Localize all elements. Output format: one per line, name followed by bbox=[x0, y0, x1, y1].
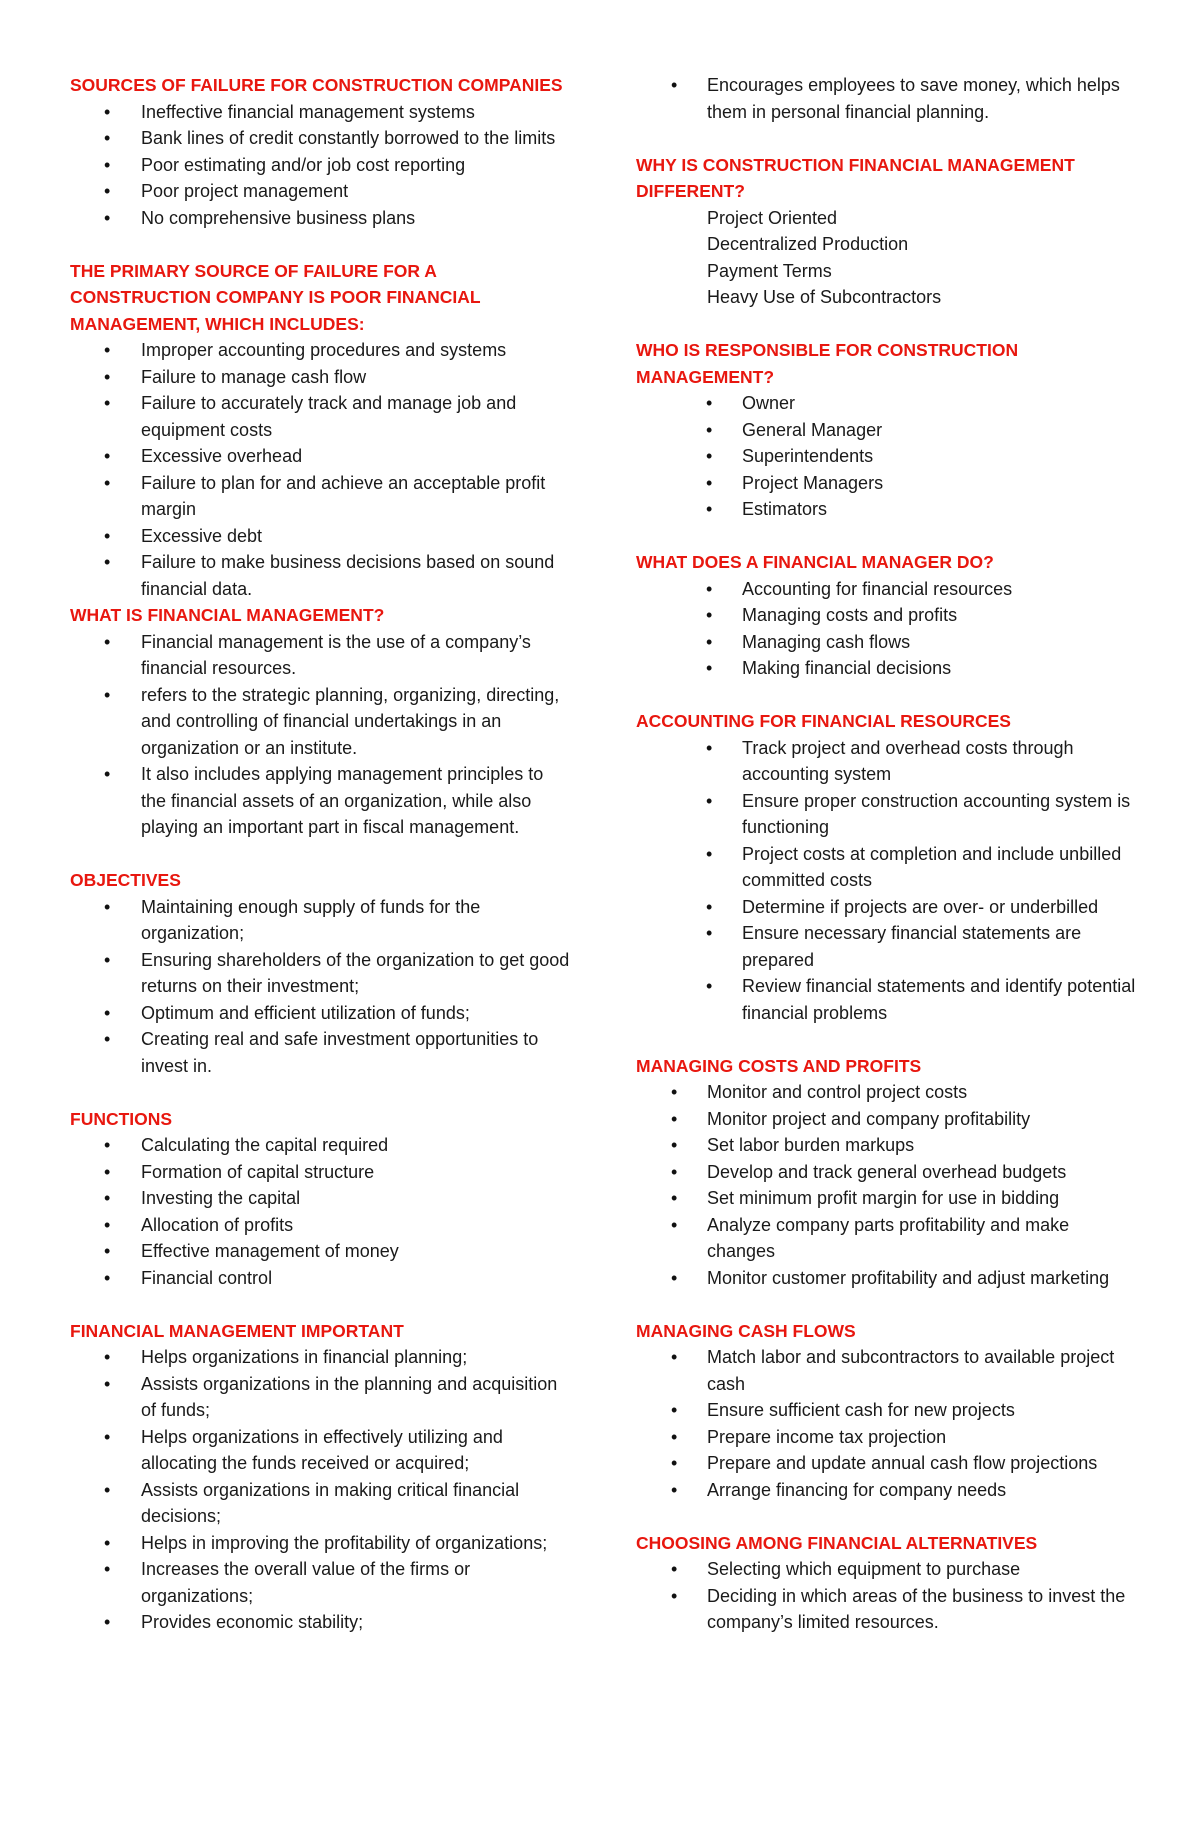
list-item: • Calculating the capital required bbox=[70, 1132, 570, 1159]
bullet-list bbox=[70, 1132, 570, 1291]
list-item: • Estimators bbox=[636, 496, 1136, 523]
section-heading: FUNCTIONS bbox=[70, 1108, 173, 1129]
section-heading: ACCOUNTING FOR FINANCIAL RESOURCES bbox=[636, 711, 1011, 731]
list-item: • Failure to make business decisions based on sound financial data. bbox=[70, 549, 570, 602]
list-item: • Ensure necessary financial statements are prepared bbox=[636, 920, 1136, 973]
bullet-list bbox=[636, 576, 1136, 682]
list-item: • Poor estimating and/or job cost reporting bbox=[70, 152, 570, 179]
list-item: • Helps organizations in effectively utilizing and allocating the funds received or acquired; bbox=[70, 1424, 570, 1477]
list-item: • Maintaining enough supply of funds for the organization; bbox=[70, 894, 570, 947]
bullet-list bbox=[636, 735, 1136, 1027]
list-item: • Accounting for financial resources bbox=[636, 576, 1136, 603]
list-item: • Failure to plan for and achieve an acceptable profit margin bbox=[70, 470, 570, 523]
list-item: Decentralized Production bbox=[707, 234, 909, 254]
section-heading: FINANCIAL MANAGEMENT IMPORTANT bbox=[70, 1320, 404, 1341]
list-item: • Failure to manage cash flow bbox=[70, 364, 570, 391]
section-heading: SOURCES OF FAILURE FOR CONSTRUCTION COMPANIES bbox=[70, 75, 563, 95]
list-item: • Helps organizations in financial planning; bbox=[70, 1344, 570, 1371]
list-item: • Ensure proper construction accounting system is functioning bbox=[636, 788, 1136, 841]
list-item: • No comprehensive business plans bbox=[70, 205, 570, 232]
bullet-list bbox=[70, 894, 570, 1080]
section-functions bbox=[70, 1106, 570, 1292]
list-item: • Determine if projects are over- or underbilled bbox=[636, 894, 1136, 921]
bullet-list bbox=[636, 1344, 1136, 1503]
list-item: • Owner bbox=[636, 390, 1136, 417]
list-item: Payment Terms bbox=[707, 260, 832, 281]
section-primary-source bbox=[70, 258, 570, 603]
list-item: • Allocation of profits bbox=[70, 1212, 570, 1239]
list-item: • Poor project management bbox=[70, 178, 570, 205]
list-item: • Increases the overall value of the firms or organizations; bbox=[70, 1556, 570, 1609]
section-managing-costs bbox=[636, 1053, 1136, 1292]
list-item: • Encourages employees to save money, which helps them in personal financial planning. bbox=[636, 72, 1136, 125]
list-item: Heavy Use of Subcontractors bbox=[707, 287, 942, 307]
list-item: • Analyze company parts profitability and make changes bbox=[636, 1212, 1136, 1265]
list-item: • Ineffective financial management systems bbox=[70, 99, 570, 126]
bullet-list bbox=[70, 337, 570, 602]
bullet-list bbox=[70, 1344, 570, 1636]
section-sources-of-failure bbox=[70, 72, 570, 231]
section-objectives bbox=[70, 867, 570, 1079]
list-item: • Managing cash flows bbox=[636, 629, 1136, 656]
list-item: • Excessive debt bbox=[70, 523, 570, 550]
section-heading: WHAT DOES A FINANCIAL MANAGER DO? bbox=[636, 552, 994, 572]
bullet-list bbox=[70, 99, 570, 232]
list-item: • Ensuring shareholders of the organization to get good returns on their investment; bbox=[70, 947, 570, 1000]
list-item: • Monitor project and company profitability bbox=[636, 1106, 1136, 1133]
section-financial-management-important bbox=[70, 1318, 570, 1636]
bullet-list bbox=[636, 72, 1136, 125]
section-accounting-resources bbox=[636, 708, 1136, 1026]
section-why-different bbox=[636, 152, 1136, 311]
list-item: • Monitor customer profitability and adjust marketing bbox=[636, 1265, 1136, 1292]
list-item: • Improper accounting procedures and systems bbox=[70, 337, 570, 364]
left-column bbox=[70, 72, 570, 1636]
section-heading: WHY IS CONSTRUCTION FINANCIAL MANAGEMENT DIFFERENT? bbox=[636, 154, 1075, 201]
list-item: • Ensure sufficient cash for new projects bbox=[636, 1397, 1136, 1424]
list-item: • Develop and track general overhead budgets bbox=[636, 1159, 1136, 1186]
list-item: • Making financial decisions bbox=[636, 655, 1136, 682]
list-item: • Failure to accurately track and manage job and equipment costs bbox=[70, 390, 570, 443]
list-item: • Helps in improving the profitability of organizations; bbox=[70, 1530, 570, 1557]
section-heading: WHAT IS FINANCIAL MANAGEMENT? bbox=[70, 605, 385, 625]
bullet-list bbox=[70, 629, 570, 841]
list-item: • General Manager bbox=[636, 417, 1136, 444]
list-item: • Effective management of money bbox=[70, 1238, 570, 1265]
list-item: • Financial control bbox=[70, 1265, 570, 1292]
section-continued bbox=[636, 72, 1136, 125]
list-item: • Excessive overhead bbox=[70, 443, 570, 470]
section-what-is-financial-management bbox=[70, 602, 570, 841]
right-column bbox=[636, 72, 1136, 1636]
section-heading: MANAGING COSTS AND PROFITS bbox=[636, 1055, 922, 1076]
list-item: • Project Managers bbox=[636, 470, 1136, 497]
list-item: • Arrange financing for company needs bbox=[636, 1477, 1136, 1504]
list-item: • Selecting which equipment to purchase bbox=[636, 1556, 1136, 1583]
list-item: • Set minimum profit margin for use in bidding bbox=[636, 1185, 1136, 1212]
section-heading: CHOOSING AMONG FINANCIAL ALTERNATIVES bbox=[636, 1532, 1038, 1553]
list-item: • Track project and overhead costs through accounting system bbox=[636, 735, 1136, 788]
list-item: • Monitor and control project costs bbox=[636, 1079, 1136, 1106]
list-item: • Project costs at completion and include unbilled committed costs bbox=[636, 841, 1136, 894]
list-item: • Managing costs and profits bbox=[636, 602, 1136, 629]
list-item: • Bank lines of credit constantly borrowed to the limits bbox=[70, 125, 570, 152]
list-item: • It also includes applying management principles to the financial assets of an organization, while also playing an important part in fiscal management. bbox=[70, 761, 570, 841]
list-item: • Financial management is the use of a company’s financial resources. bbox=[70, 629, 570, 682]
list-item: • Assists organizations in making critical financial decisions; bbox=[70, 1477, 570, 1530]
list-item: • Prepare income tax projection bbox=[636, 1424, 1136, 1451]
section-choosing-alternatives bbox=[636, 1530, 1136, 1636]
section-heading: THE PRIMARY SOURCE OF FAILURE FOR A CONSTRUCTION COMPANY IS POOR FINANCIAL MANAGEMENT, WHICH INCLUDES: bbox=[70, 260, 481, 334]
bullet-list bbox=[636, 1079, 1136, 1291]
list-item: • Review financial statements and identify potential financial problems bbox=[636, 973, 1136, 1026]
section-heading: WHO IS RESPONSIBLE FOR CONSTRUCTION MANAGEMENT? bbox=[636, 340, 1019, 387]
list-item: • Match labor and subcontractors to available project cash bbox=[636, 1344, 1136, 1397]
list-item: • refers to the strategic planning, organizing, directing, and controlling of financial undertakings in an organization or an institute. bbox=[70, 682, 570, 762]
list-item: • Formation of capital structure bbox=[70, 1159, 570, 1186]
section-managing-cash-flows bbox=[636, 1318, 1136, 1504]
list-item: • Assists organizations in the planning and acquisition of funds; bbox=[70, 1371, 570, 1424]
list-item: • Set labor burden markups bbox=[636, 1132, 1136, 1159]
list-item: • Provides economic stability; bbox=[70, 1609, 570, 1636]
list-item: Project Oriented bbox=[707, 207, 838, 228]
bullet-list bbox=[636, 390, 1136, 523]
bullet-list bbox=[636, 1556, 1136, 1636]
list-item: • Optimum and efficient utilization of funds; bbox=[70, 1000, 570, 1027]
list-item: • Prepare and update annual cash flow projections bbox=[636, 1450, 1136, 1477]
section-heading: OBJECTIVES bbox=[70, 870, 181, 890]
section-what-does-manager-do bbox=[636, 549, 1136, 682]
section-heading: MANAGING CASH FLOWS bbox=[636, 1320, 856, 1341]
list-item: • Creating real and safe investment opportunities to invest in. bbox=[70, 1026, 570, 1079]
list-item: • Deciding in which areas of the business to invest the company’s limited resources. bbox=[636, 1583, 1136, 1636]
list-item: • Investing the capital bbox=[70, 1185, 570, 1212]
list-item: • Superintendents bbox=[636, 443, 1136, 470]
section-who-is-responsible bbox=[636, 337, 1136, 523]
